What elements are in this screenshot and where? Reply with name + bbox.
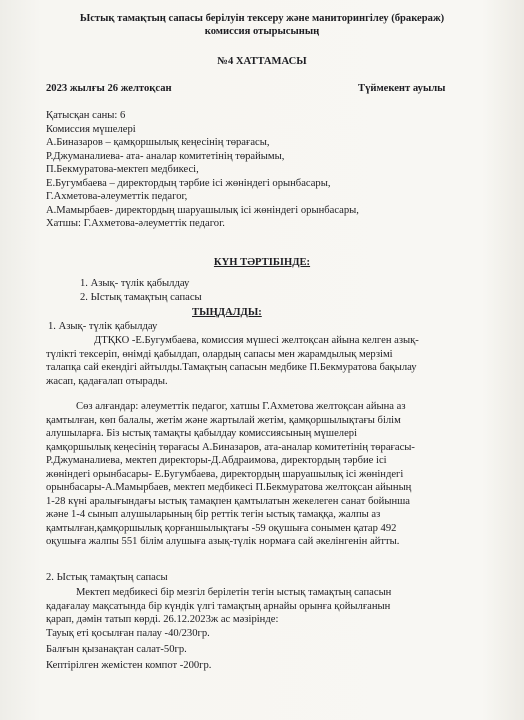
paragraph-line: талапқа сай екендігі айтылды.Тамақтың сапасын медбике П.Бекмуратова бақылау xyxy=(46,362,417,373)
paragraph-line: Р.Джуманалиева, мектеп директоры-Д.Абдраимова, директордың тәрбие ісі xyxy=(46,455,387,466)
paragraph-line: жасап, қадағалап отырады. xyxy=(46,375,168,387)
protocol-place: Түймекент ауылы xyxy=(358,83,446,94)
member-line: Р.Джуманалиева- ата- аналар комитетінің төрайымы, xyxy=(46,150,285,162)
member-line: Е.Бугумбаева – директордың тәрбие ісі жөніндегі орынбасары, xyxy=(46,177,331,189)
paragraph-line: ДТҚКО -Е.Бугумбаева, комиссия мүшесі желтоқсан айына келген азық- xyxy=(94,335,419,346)
paragraph-line: жөніндегі орынбасары- Е.Бугумбаева, директордың шаруашылық ісі жөніндегі xyxy=(46,468,404,480)
menu-item: Балғын қызанақтан салат-50гр. xyxy=(46,644,187,655)
heard-heading: ТЫҢДАЛДЫ: xyxy=(192,307,262,318)
menu-item: Кептірілген жемістен компот -200гр. xyxy=(46,660,212,671)
title-line-1: Ыстық тамақтың сапасы берілуін тексеру және маниторингілеу (бракераж) xyxy=(79,13,445,24)
section-2-title: 2. Ыстық тамақтың сапасы xyxy=(46,572,168,583)
title-line-2: комиссия отырысының xyxy=(204,26,320,37)
protocol-number: №4 ХАТТАМАСЫ xyxy=(217,56,307,67)
section-1-paragraph-1 xyxy=(46,334,419,388)
section-1-paragraph-2 xyxy=(46,400,415,549)
member-line: А.Биназаров – қамқоршылық кеңесінің төрағасы, xyxy=(46,137,270,148)
paragraph-line: алушыларға. Біз ыстық тамақты қабылдау комиссиясының мүшелері xyxy=(46,428,358,439)
paragraph-line: қамтылған,қамқоршылық қорғаншылықтағы -59 оқушыға сонымен қатар 492 xyxy=(46,522,397,534)
paragraph-line: түлікті тексеріп, өнімді қабылдап, олардың сапасы мен жарамдылық мерзімі xyxy=(46,348,393,360)
attendee-count: Қатысқан саны: 6 xyxy=(46,110,126,121)
paragraph-line: Сөз алғандар: әлеуметтік педагог, хатшы Г.Ахметова желтоқсан айына аз xyxy=(76,401,406,412)
paragraph-line: қамқоршылық кеңесінің төрағасы А.Биназаров, ата-аналар комитетінің төрағасы- xyxy=(46,441,415,453)
paragraph-line: қадағалау мақсатында бір күндік үлгі тамақтың арнайы орынға қойылғанын xyxy=(46,600,391,612)
member-line: Г.Ахметова-әлеуметтік педагог, xyxy=(46,191,188,202)
agenda-heading: КҮН ТӘРТІБІНДЕ: xyxy=(213,257,311,268)
paragraph-line: қамтылған, көп балалы, жетім және жартылай жетім, қамқоршылықтағы білім xyxy=(46,414,401,426)
paragraph-line: қарап, дәмін татып көрді. 26.12.2023ж ас мәзірінде: xyxy=(46,614,279,625)
secretary-line: Хатшы: Г.Ахметова-әлеуметтік педагог. xyxy=(46,218,225,229)
section-2-paragraph xyxy=(46,586,391,627)
members-label: Комиссия мүшелері xyxy=(46,123,136,135)
paragraph-line: Мектеп медбикесі бір мезгіл берілетін тегін ыстық тамақтың сапасын xyxy=(76,587,392,598)
protocol-date: 2023 жылғы 26 желтоқсан xyxy=(46,83,172,94)
section-1-title: 1. Азық- түлік қабылдау xyxy=(48,321,158,332)
member-line: П.Бекмуратова-мектеп медбикесі, xyxy=(46,164,199,175)
attendees-block xyxy=(46,109,359,231)
paragraph-line: оқушыға жалпы 551 білім алушыға азық-түлік нормаға сай әкелінгенін айтты. xyxy=(46,536,400,547)
menu-item: Тауық еті қосылған палау -40/230гр. xyxy=(46,628,210,639)
paragraph-line: және 1-4 сынып алушыларының бір реттік тегін ыстық тамаққа, жалпы аз xyxy=(46,509,381,520)
member-line: А.Мамырбаев- директордың шаруашылық ісі жөніндегі орынбасары, xyxy=(46,204,359,216)
agenda-item: 1. Азық- түлік қабылдау xyxy=(80,278,190,289)
paragraph-line: 1-28 күні аралығындағы ыстық тамақпен қамтылатын жекелеген санат бойынша xyxy=(46,495,410,507)
agenda-item: 2. Ыстық тамақтың сапасы xyxy=(80,292,202,303)
menu-list xyxy=(46,627,211,675)
paragraph-line: орынбасары-А.Мамырбаев, мектеп медбикесі П.Бекмуратова желтоқсан айының xyxy=(46,482,412,493)
